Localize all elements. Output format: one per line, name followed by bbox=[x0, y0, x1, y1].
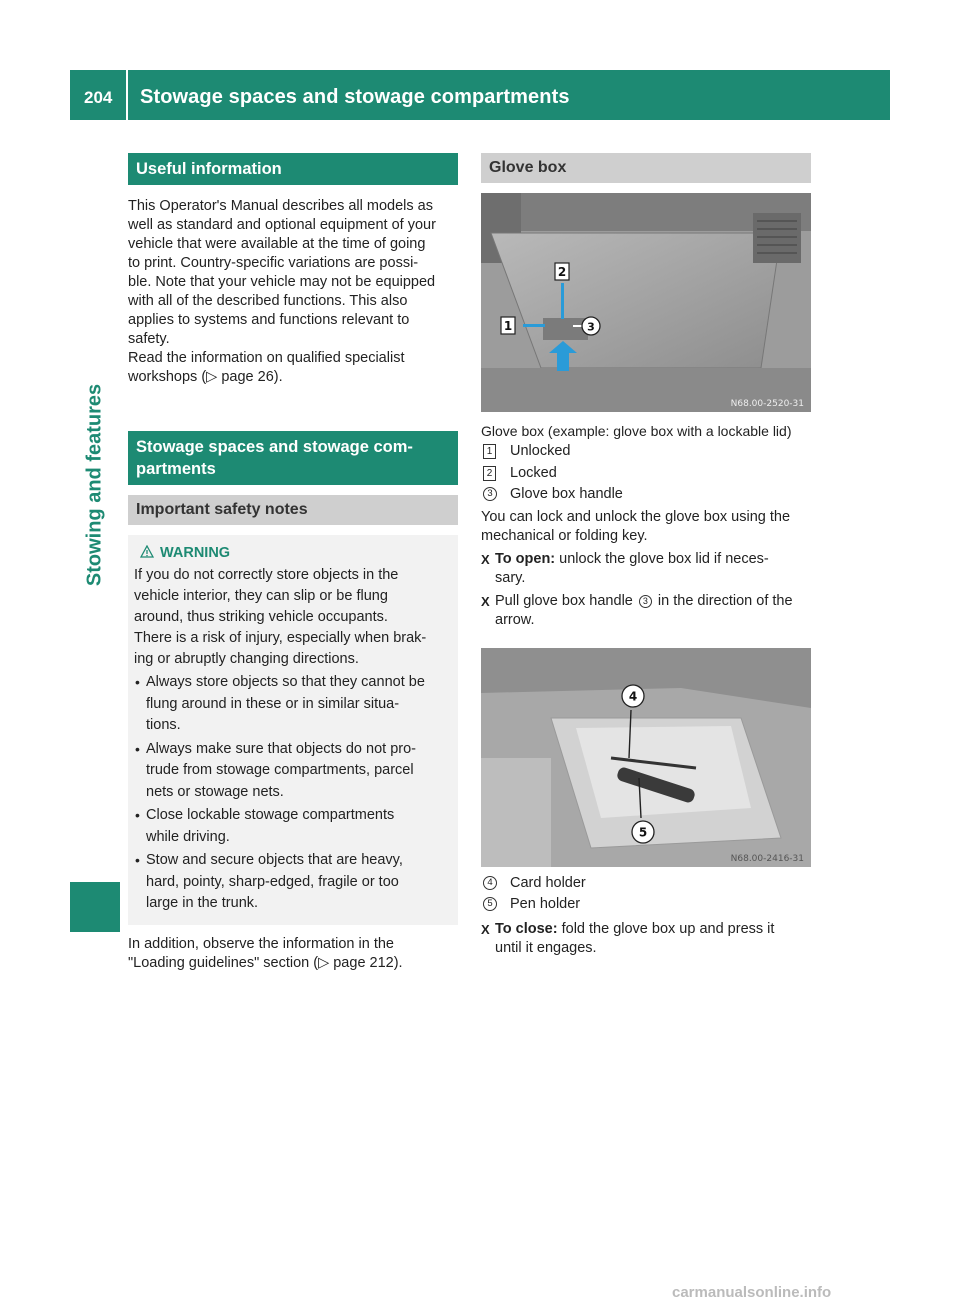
figure-code: N68.00-2520-31 bbox=[730, 399, 804, 409]
page-title: Stowage spaces and stowage compartments bbox=[140, 86, 570, 108]
footer-watermark: carmanualsonline.info bbox=[672, 1284, 832, 1301]
text-line: with all of the described functions. This also bbox=[128, 293, 408, 309]
left-column bbox=[128, 153, 458, 973]
legend-item: 2 Locked bbox=[481, 463, 811, 485]
warning-box bbox=[128, 535, 458, 925]
text-line: safety. bbox=[128, 331, 170, 347]
text-line: well as standard and optional equipment of your bbox=[128, 217, 436, 233]
header-divider bbox=[126, 70, 128, 120]
pull-step: X Pull glove box handle 3 in the direction of the arrow. bbox=[481, 592, 793, 628]
text-line: You can lock and unlock the glove box using the bbox=[481, 508, 791, 525]
legend-item: 1 Unlocked bbox=[481, 441, 811, 463]
list-item: • Stow and secure objects that are heavy, hard, pointy, sharp-edged, fragile or too large in the trunk. bbox=[134, 850, 452, 915]
figure-callout-5: 5 bbox=[638, 825, 648, 839]
useful-info-text bbox=[128, 197, 458, 387]
text-line: applies to systems and functions relevant to bbox=[128, 312, 410, 328]
text-line-with-link: workshops (▷ page 26). bbox=[128, 369, 283, 385]
glove-box-heading: Glove box bbox=[481, 153, 811, 183]
useful-info-heading: Useful information bbox=[128, 153, 458, 185]
step-arrow-icon: X bbox=[481, 921, 490, 937]
page-number: 204 bbox=[84, 88, 113, 107]
list-item: • Close lockable stowage compartments while driving. bbox=[134, 805, 452, 848]
warning-triangle-icon bbox=[140, 545, 154, 558]
step-arrow-icon: X bbox=[481, 551, 490, 567]
text-line: ing or abruptly changing directions. bbox=[134, 651, 359, 667]
figure-callout-3: 3 bbox=[587, 320, 595, 334]
text-line-with-link: "Loading guidelines" section (▷ page 212). bbox=[128, 954, 403, 971]
text-line: to print. Country-specific variations are possi- bbox=[128, 255, 419, 271]
text-line: around, thus striking vehicle occupants. bbox=[134, 609, 388, 625]
figure-callout-4: 4 bbox=[628, 689, 638, 703]
text-line: If you do not correctly store objects in the bbox=[134, 567, 399, 583]
side-tab-marker bbox=[70, 882, 120, 932]
safety-notes-heading: Important safety notes bbox=[128, 495, 458, 525]
page-header bbox=[70, 70, 890, 120]
pen-holder-illustration bbox=[481, 648, 811, 867]
figure-callout-2: 2 bbox=[557, 265, 567, 279]
legend-item: 5 Pen holder bbox=[481, 894, 811, 916]
section-side-label: Stowing and features bbox=[83, 383, 106, 587]
text-line: There is a risk of injury, especially when brak- bbox=[134, 630, 427, 646]
page-ref-link[interactable]: page 212). bbox=[329, 954, 403, 971]
legend-item: 3 Glove box handle bbox=[481, 484, 811, 506]
glove-box-figure bbox=[481, 193, 811, 412]
text-line: vehicle interior, they can slip or be flung bbox=[134, 588, 388, 604]
warning-bullet-list bbox=[134, 672, 452, 915]
pen-holder-figure bbox=[481, 648, 811, 867]
text-line: mechanical or folding key. bbox=[481, 527, 648, 544]
text-line: vehicle that were available at the time of going bbox=[128, 236, 426, 252]
text-line: Read the information on qualified specialist bbox=[128, 350, 405, 366]
figure-caption: Glove box (example: glove box with a lockable lid) bbox=[481, 423, 792, 439]
legend-item: 4 Card holder bbox=[481, 873, 811, 895]
open-step: X To open: unlock the glove box lid if neces- sary. bbox=[481, 550, 769, 586]
stowage-section-heading: Stowage spaces and stowage com- partments bbox=[128, 431, 458, 485]
close-step: X To close: fold the glove box up and press it until it engages. bbox=[481, 920, 775, 956]
glove-box-illustration bbox=[481, 193, 811, 412]
page-ref-arrow-icon[interactable]: ▷ bbox=[318, 954, 330, 971]
text-line: ble. Note that your vehicle may not be equipped bbox=[128, 274, 436, 290]
page-ref-link[interactable]: page 26). bbox=[217, 369, 283, 385]
text-line: This Operator's Manual describes all models as bbox=[128, 198, 433, 214]
page-ref-arrow-icon[interactable]: ▷ bbox=[206, 369, 218, 385]
warning-title-row: WARNING bbox=[134, 543, 452, 563]
list-item: • Always store objects so that they cannot be flung around in these or in similar situa- tions. bbox=[134, 672, 452, 737]
list-item: • Always make sure that objects do not pro- trude from stowage compartments, parcel nets or stowage nets. bbox=[134, 739, 452, 804]
step-arrow-icon: X bbox=[481, 593, 490, 609]
figure-callout-1: 1 bbox=[503, 319, 513, 333]
text-line: In addition, observe the information in the bbox=[128, 935, 394, 952]
right-column bbox=[481, 153, 811, 958]
figure-code: N68.00-2416-31 bbox=[730, 853, 804, 864]
